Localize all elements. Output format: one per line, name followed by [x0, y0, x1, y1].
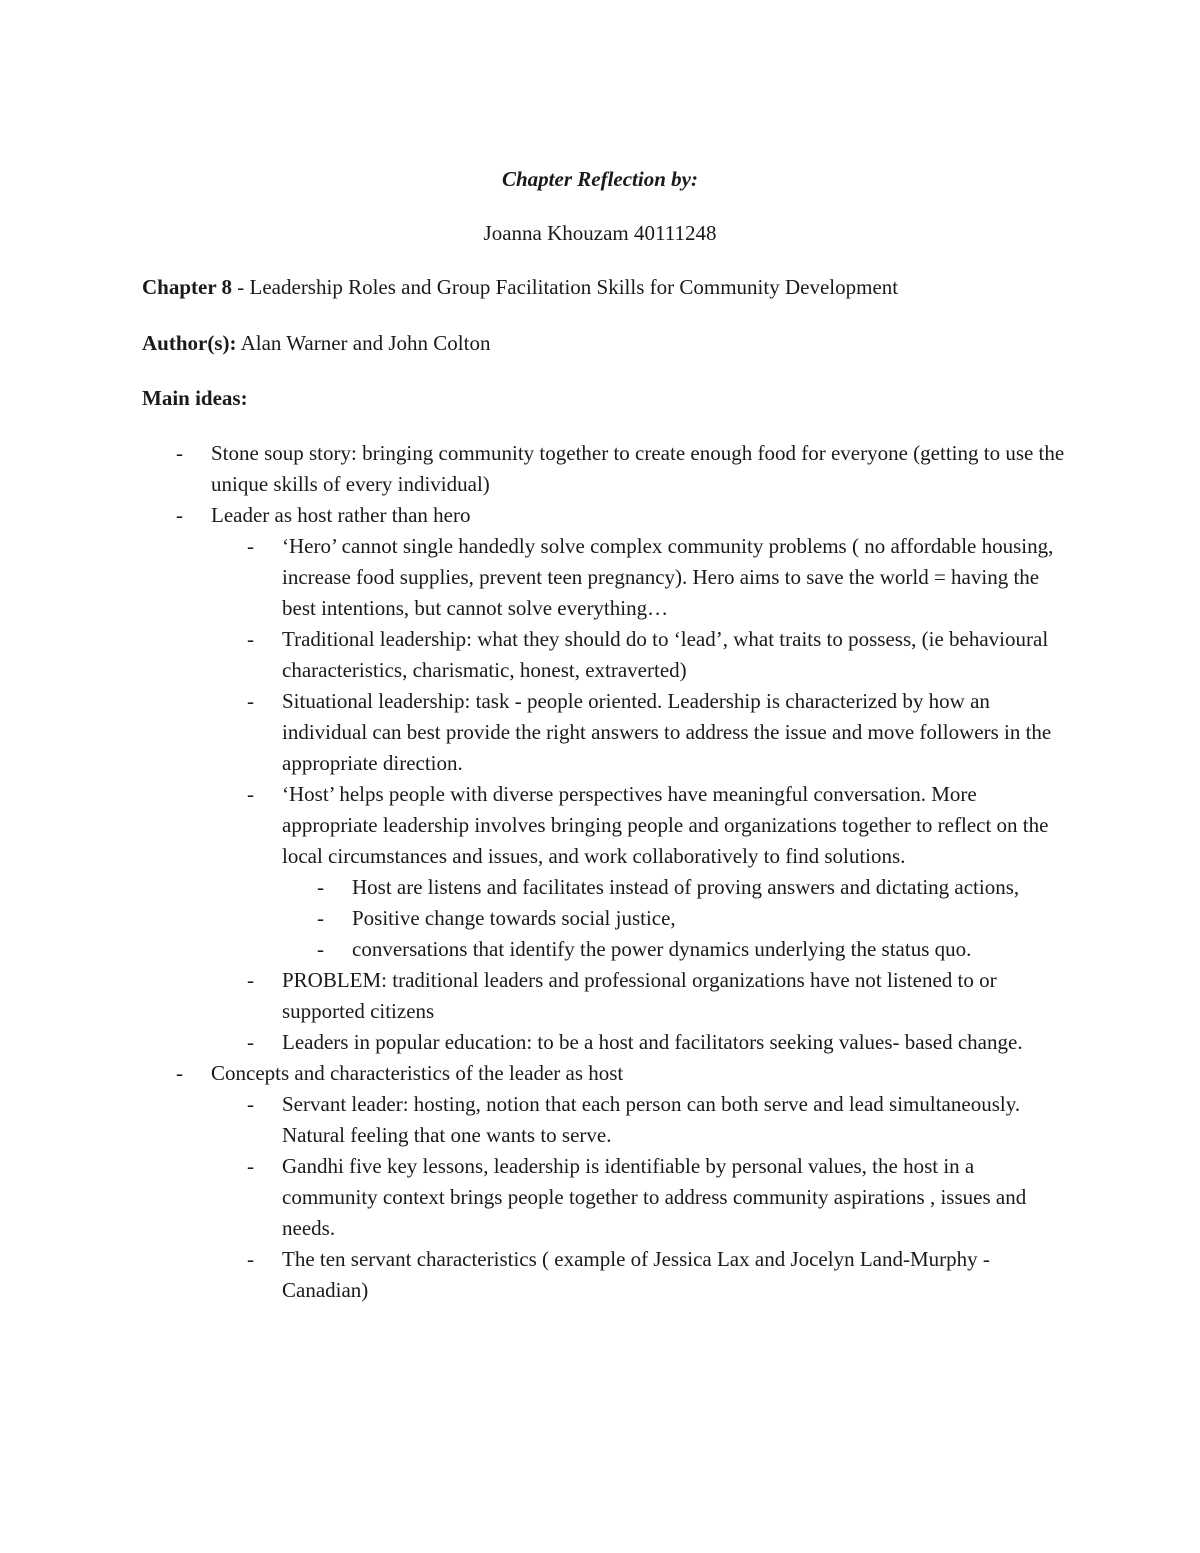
- list-item-level-3: [0, 934, 1042, 965]
- chapter-title: - Leadership Roles and Group Facilitation Skills for Community Development: [232, 275, 899, 299]
- list-item-level-1: [0, 500, 1071, 1058]
- bullet-dash: -: [247, 968, 254, 992]
- bullet-dash: -: [176, 441, 183, 465]
- list-item-text: Traditional leadership: what they should do to ‘lead’, what traits to possess, (ie behavioural characteristics, charismatic, honest, extraverted): [282, 627, 1049, 682]
- list-item-level-2: [0, 965, 1072, 1027]
- bullet-dash: -: [247, 782, 254, 806]
- list-item-level-2: [0, 531, 1072, 624]
- list-item-level-3: [0, 872, 1042, 903]
- bullet-dash: -: [247, 534, 254, 558]
- bullet-dash: -: [317, 875, 324, 899]
- bullet-dash: -: [247, 1154, 254, 1178]
- list-item-text: Servant leader: hosting, notion that each person can both serve and lead simultaneously. Natural feeling that one wants to serve.: [282, 1092, 1021, 1147]
- author-byline: Joanna Khouzam 40111248: [483, 221, 717, 245]
- list-item-text: Positive change towards social justice,: [352, 906, 676, 930]
- list-item-level-2: [0, 1151, 1072, 1244]
- authors-label: Author(s):: [142, 331, 237, 355]
- bullet-list-level-2: [0, 531, 1071, 1058]
- list-item-level-2: [0, 1244, 1072, 1306]
- chapter-label: Chapter 8: [142, 275, 233, 299]
- bullet-dash: -: [176, 503, 183, 527]
- list-item-level-1: [0, 438, 1071, 500]
- chapter-line: [142, 273, 898, 301]
- main-ideas-list: [0, 438, 1200, 1306]
- list-item-text: ‘Host’ helps people with diverse perspectives have meaningful conversation. More appropriate leadership involves bringing people and organizations together to reflect on the local circumstances and issues, and work collaboratively to find solutions.: [282, 782, 1049, 868]
- list-item-text: Leader as host rather than hero: [211, 503, 471, 527]
- bullet-dash: -: [247, 689, 254, 713]
- bullet-list-level-1: [0, 438, 1200, 1306]
- list-item-text: Host are listens and facilitates instead of proving answers and dictating actions,: [352, 875, 1020, 899]
- bullet-list-level-3: [0, 872, 1072, 965]
- list-item-level-2: [0, 624, 1072, 686]
- list-item-text: Gandhi five key lessons, leadership is identifiable by personal values, the host in a community context brings people together to address community aspirations , issues and needs.: [282, 1154, 1027, 1240]
- list-item-level-2: [0, 1089, 1072, 1151]
- bullet-dash: -: [176, 1061, 183, 1085]
- list-item-text: Stone soup story: bringing community together to create enough food for everyone (getting to use the unique skills of every individual): [211, 441, 1065, 496]
- bullet-list-level-2: [0, 1089, 1071, 1306]
- list-item-text: The ten servant characteristics ( example of Jessica Lax and Jocelyn Land-Murphy - Canadian): [282, 1247, 990, 1302]
- list-item-level-3: [0, 903, 1042, 934]
- main-ideas-heading: Main ideas:: [142, 386, 248, 410]
- list-item-text: Concepts and characteristics of the leader as host: [211, 1061, 624, 1085]
- list-item-text: Situational leadership: task - people oriented. Leadership is characterized by how an individual can best provide the right answers to address the issue and move followers in the appropriate direction.: [282, 689, 1052, 775]
- bullet-dash: -: [247, 1092, 254, 1116]
- list-item-text: PROBLEM: traditional leaders and professional organizations have not listened to or supported citizens: [282, 968, 997, 1023]
- list-item-level-2: [0, 779, 1072, 965]
- bullet-dash: -: [247, 627, 254, 651]
- list-item-text: Leaders in popular education: to be a host and facilitators seeking values- based change.: [282, 1030, 1023, 1054]
- bullet-dash: -: [247, 1247, 254, 1271]
- page-title: Chapter Reflection by:: [502, 167, 698, 191]
- list-item-level-1: [0, 1058, 1071, 1306]
- list-item-text: ‘Hero’ cannot single handedly solve complex community problems ( no affordable housing, increase food supplies, prevent teen pregnancy). Hero aims to save the world = having the best intentions, but cannot solve everything…: [282, 534, 1054, 620]
- list-item-level-2: [0, 686, 1072, 779]
- list-item-level-2: [0, 1027, 1072, 1058]
- authors-line: [142, 329, 490, 357]
- bullet-dash: -: [317, 906, 324, 930]
- bullet-dash: -: [247, 1030, 254, 1054]
- authors-names: Alan Warner and John Colton: [236, 331, 491, 355]
- list-item-text: conversations that identify the power dynamics underlying the status quo.: [352, 937, 972, 961]
- bullet-dash: -: [317, 937, 324, 961]
